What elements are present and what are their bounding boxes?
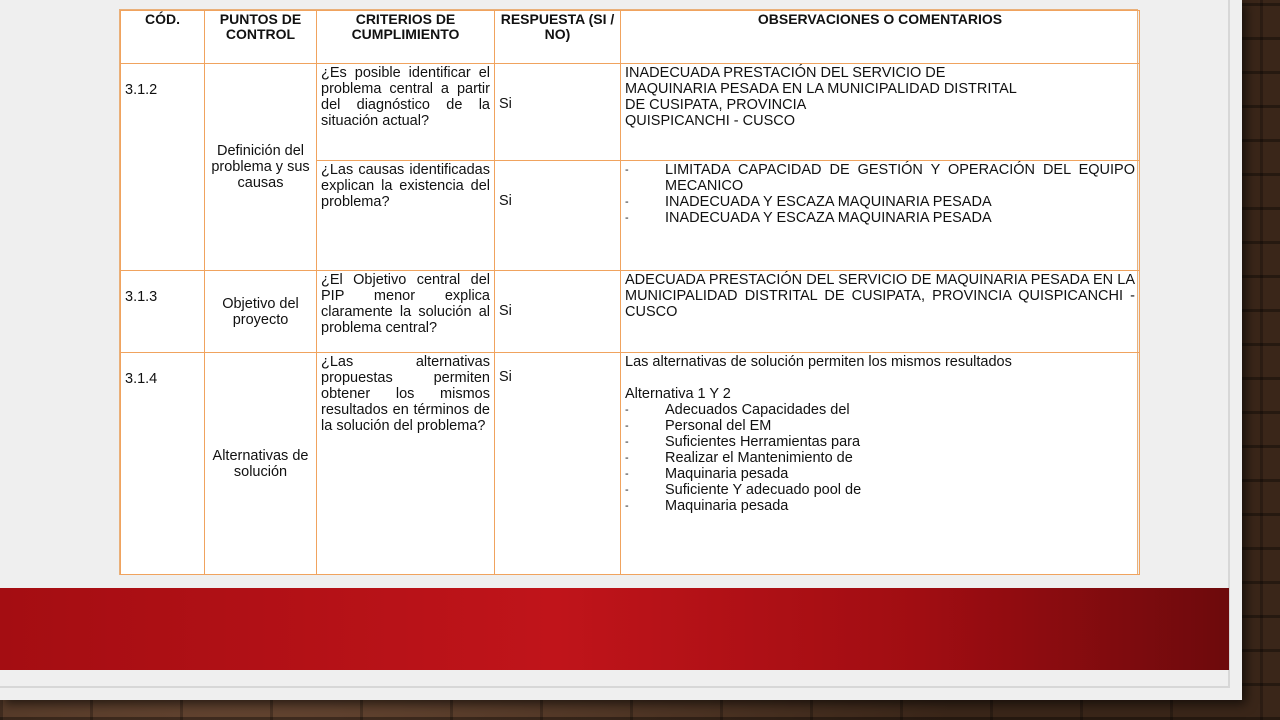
row-observation [621, 64, 1140, 161]
row-response: Si [495, 353, 621, 575]
observation-item: - Suficiente Y adecuado pool de [625, 482, 1135, 498]
footer-red-band [0, 588, 1229, 670]
observation-item: - Realizar el Mantenimiento de [625, 450, 1135, 466]
table-row [121, 64, 1140, 161]
observation-line: DE CUSIPATA, PROVINCIA [625, 97, 807, 113]
header-criteria: CRITERIOS DE CUMPLIMIENTO [317, 11, 495, 64]
observation-item: - Maquinaria pesada [625, 466, 1135, 482]
row-response: Si [495, 271, 621, 353]
header-control-points: PUNTOS DE CONTROL [205, 11, 317, 64]
observation-item: - Suficientes Herramientas para [625, 434, 1135, 450]
table-header-row [121, 11, 1140, 64]
spacer [625, 370, 1135, 386]
row-control-point: Objetivo del proyecto [205, 271, 317, 353]
row-criteria: ¿Las causas identificadas explican la existencia del problema? [317, 161, 495, 271]
control-points-table [120, 10, 1140, 575]
row-response: Si [495, 64, 621, 161]
observation-intro: Las alternativas de solución permiten los mismos resultados [625, 354, 1012, 370]
evaluation-table [119, 9, 1138, 575]
header-observations: OBSERVACIONES O COMENTARIOS [621, 11, 1140, 64]
row-response: Si [495, 161, 621, 271]
observation-heading: Alternativa 1 Y 2 [625, 386, 731, 402]
row-observation: ADECUADA PRESTACIÓN DEL SERVICIO DE MAQUINARIA PESADA EN LA MUNICIPALIDAD DISTRITAL DE CUSIPATA, PROVINCIA QUISPICANCHI - CUSCO [621, 271, 1140, 353]
header-response: RESPUESTA (SI / NO) [495, 11, 621, 64]
observation-item: - INADECUADA Y ESCAZA MAQUINARIA PESADA [625, 210, 1135, 226]
observation-line: QUISPICANCHI - CUSCO [625, 113, 795, 129]
row-code: 3.1.3 [121, 271, 205, 353]
row-control-point: Alternativas de solución [205, 353, 317, 575]
observation-item: - Maquinaria pesada [625, 498, 1135, 514]
row-code: 3.1.2 [121, 64, 205, 271]
row-criteria: ¿El Objetivo central del PIP menor explica claramente la solución al problema central? [317, 271, 495, 353]
observation-item: - INADECUADA Y ESCAZA MAQUINARIA PESADA [625, 194, 1135, 210]
row-criteria: ¿Las alternativas propuestas permiten obtener los mismos resultados en términos de la solución del problema? [317, 353, 495, 575]
observation-item: - LIMITADA CAPACIDAD DE GESTIÓN Y OPERACIÓN DEL EQUIPO MECANICO [625, 162, 1135, 194]
observation-line: MAQUINARIA PESADA EN LA MUNICIPALIDAD DISTRITAL [625, 81, 1017, 97]
table-row [121, 271, 1140, 353]
row-control-point: Definición del problema y sus causas [205, 64, 317, 271]
row-observation [621, 161, 1140, 271]
table-row [121, 353, 1140, 575]
observation-item: - Adecuados Capacidades del [625, 402, 1135, 418]
row-code: 3.1.4 [121, 353, 205, 575]
header-code: CÓD. [121, 11, 205, 64]
observation-item: - Personal del EM [625, 418, 1135, 434]
row-criteria: ¿Es posible identificar el problema central a partir del diagnóstico de la situación actual? [317, 64, 495, 161]
row-observation [621, 353, 1140, 575]
observation-line: INADECUADA PRESTACIÓN DEL SERVICIO DE [625, 65, 946, 81]
